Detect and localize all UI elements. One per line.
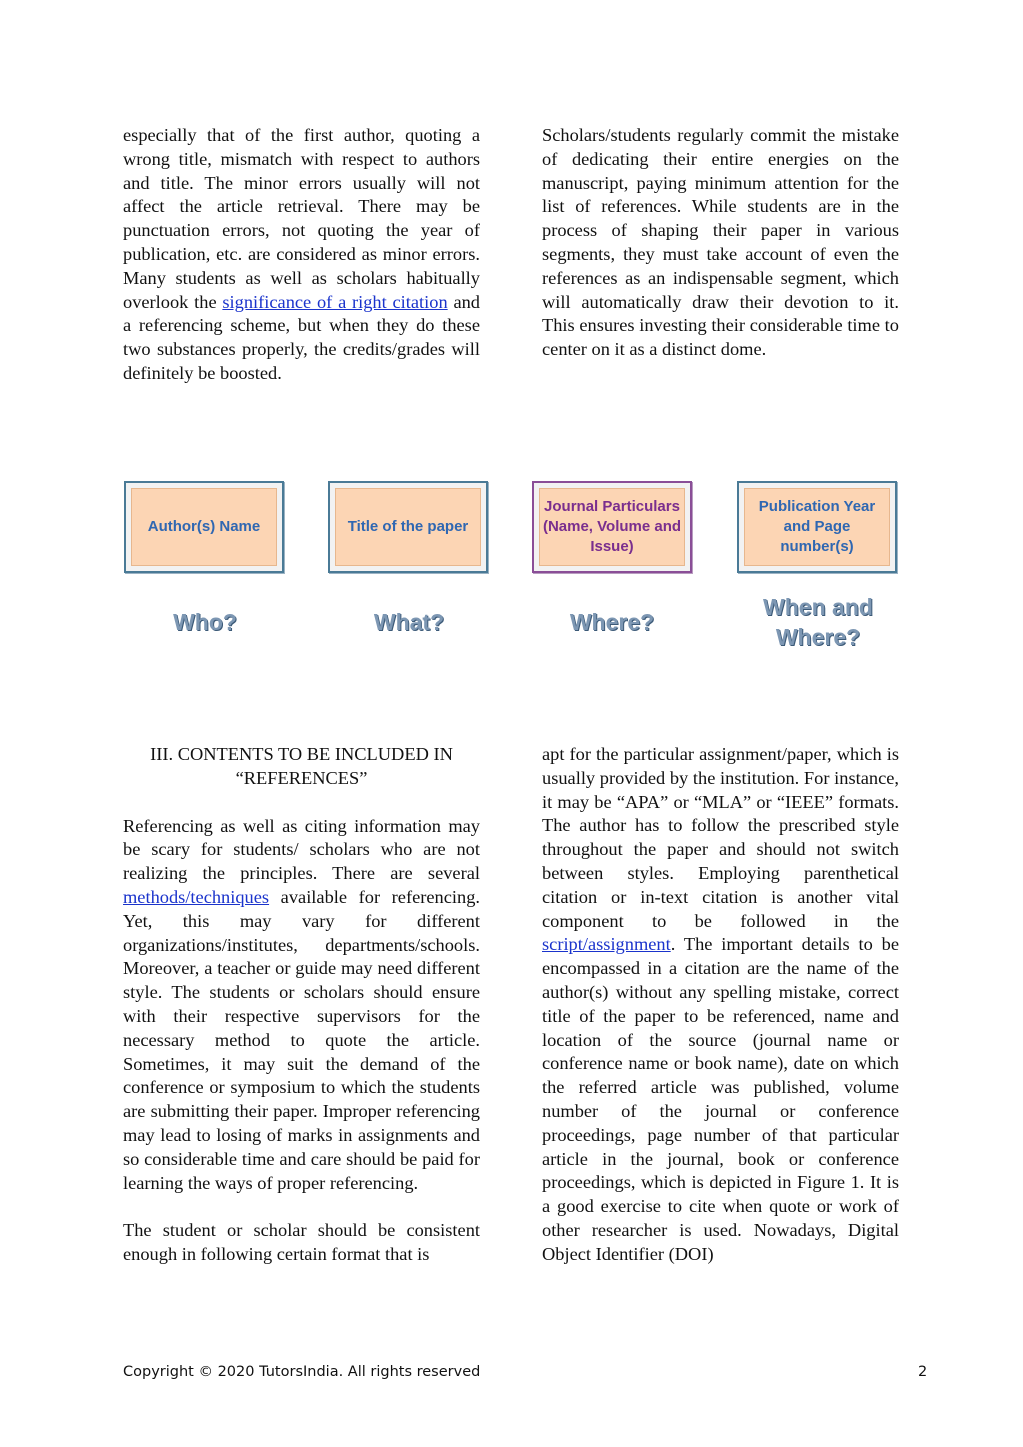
figure-question-where: Where? <box>569 609 655 635</box>
figure-box-journal <box>532 481 692 573</box>
paragraph-text: Referencing as well as citing information may be scary for students/ scholars who are not realizing the principles. There are several <box>123 815 480 884</box>
figure-question-who: Who? <box>173 609 237 635</box>
bottom-right-column <box>542 743 899 1267</box>
figure-question-what: What? <box>373 609 445 635</box>
paragraph-text: apt for the particular assignment/paper, which is usually provided by the institution. For instance, it may be “APA” or “MLA” or “IEEE” formats. The author has to follow the prescribed style throughout the paper and should not switch between styles. Employing parenthetical citation or in-text citation is another vital component to be followed in the <box>542 744 899 931</box>
figure-box-label: Title of the paper <box>335 488 481 566</box>
bottom-left-column <box>123 743 480 1267</box>
top-left-column <box>123 124 480 386</box>
significance-citation-link[interactable]: significance of a right citation <box>222 291 448 312</box>
script-assignment-link[interactable]: script/assignment <box>542 934 671 955</box>
paragraph-text: especially that of the first author, quoting a wrong title, mismatch with respect to authors and title. The minor errors usually will not affect the article retrieval. There may be punctuation errors, not quoting the year of publication, etc. are considered as minor errors. Many students as well as scholars habitually overlook the <box>123 125 480 312</box>
methods-techniques-link[interactable]: methods/techniques <box>123 886 270 907</box>
figure-box-publication <box>737 481 897 573</box>
paragraph-text: and a referencing scheme, but when they do these two substances properly, the credits/grades will definitely be boosted. <box>123 291 480 383</box>
figure-box-label: Author(s) Name <box>131 488 277 566</box>
figure-box-title <box>328 481 488 573</box>
paragraph <box>123 815 480 1196</box>
top-right-column <box>542 124 899 362</box>
figure-box-label: Journal Particulars (Name, Volume and Issue) <box>539 488 685 566</box>
paragraph: Scholars/students regularly commit the mistake of dedicating their entire energies on the manuscript, paying minimum attention for the list of references. While students are in the process of shaping their paper in various segments, they must take account of even the references as an indispensable segment, which will automatically draw their devotion to it. This ensures investing their considerable time to center on it as a distinct dome. <box>542 125 899 360</box>
paragraph: The student or scholar should be consistent enough in following certain format that is <box>123 1220 480 1265</box>
section-heading: III. CONTENTS TO BE INCLUDED IN “REFERENCES” <box>150 744 453 788</box>
figure-question-when-where: When and Where? <box>763 594 873 650</box>
paragraph-text: available for referencing. Yet, this may vary for different organizations/institutes, departments/schools. Moreover, a teacher or guide may need different style. The students or scholars should ensure with their respective supervisors for the necessary method to quote the article. Sometimes, it may suit the demand of the conference or symposium to which the students are submitting their paper. Improper referencing may lead to losing of marks in assignments and so considerable time and care should be paid for learning the ways of proper referencing. <box>123 886 480 1193</box>
figure-box-label: Publication Year and Page number(s) <box>744 488 890 566</box>
page-number: 2 <box>918 1364 928 1380</box>
footer-copyright: Copyright © 2020 TutorsIndia. All rights reserved <box>123 1364 481 1380</box>
paragraph <box>123 124 480 386</box>
paragraph-text: . The important details to be encompassed in a citation are the name of the author(s) without any spelling mistake, correct title of the paper to be referenced, name and location of the source (journal name or conference name or book name), date on which the referred article was published, volume number of the journal or conference proceedings, page number of that particular article in the journal, book or conference proceedings, which is depicted in Figure 1. It is a good exercise to cite when quote or work of other researcher is used. Nowadays, Digital Object Identifier (DOI) <box>542 934 899 1264</box>
figure-box-author <box>124 481 284 573</box>
paragraph <box>542 743 899 1267</box>
